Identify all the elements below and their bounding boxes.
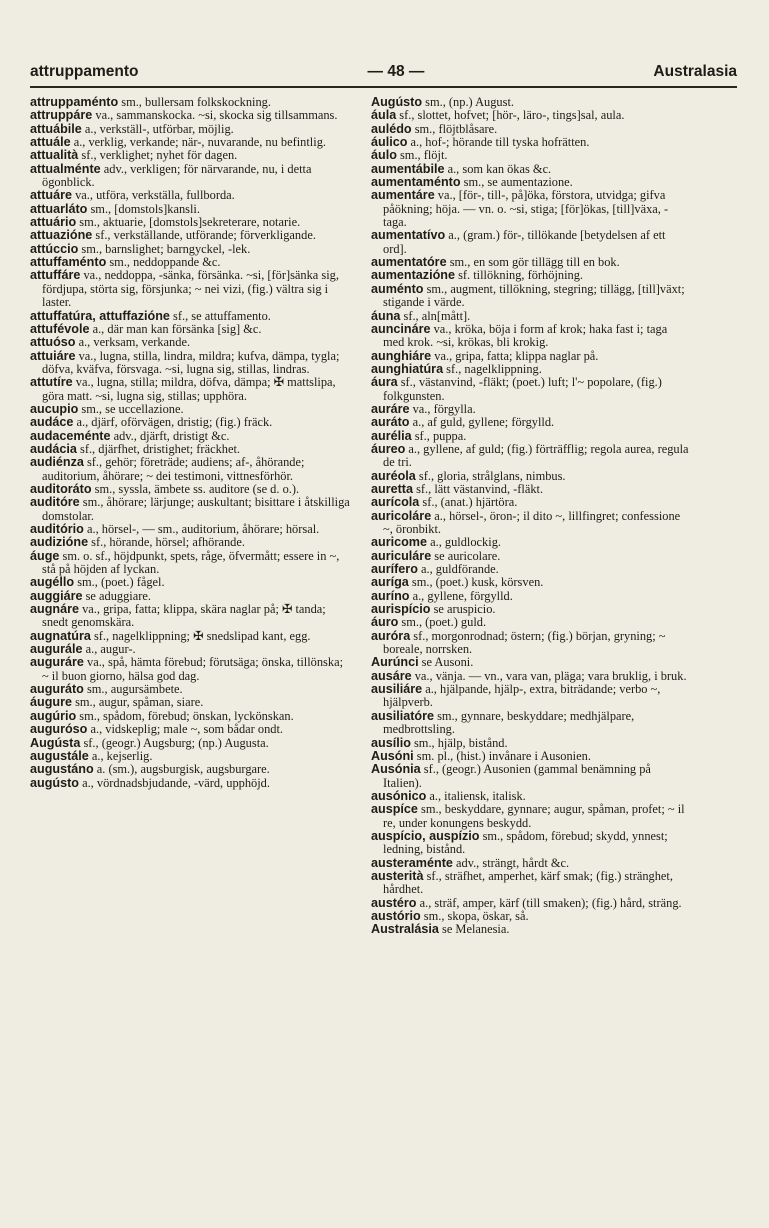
dictionary-entry — [371, 109, 689, 122]
definition: sf., gehör; företräde; audiens; af-, åhörande; auditorium, åhörare; ~ dei testimoni, vittnesförhör. — [42, 455, 305, 483]
definition: a. (sm.), augsburgisk, augsburgare. — [93, 762, 270, 777]
header-left-word: attruppamento — [30, 63, 139, 80]
dictionary-entry — [371, 710, 689, 737]
dictionary-entry — [371, 176, 689, 189]
headword: attruppaménto — [30, 95, 119, 109]
dictionary-entry — [30, 310, 350, 323]
headword: áuge — [30, 548, 60, 563]
definition: a., guldlockig. — [427, 535, 501, 550]
dictionary-entry — [371, 550, 689, 563]
definition: sf., (geogr.) Augsburg; (np.) Augusta. — [80, 735, 269, 750]
dictionary-entry — [371, 616, 689, 629]
headword: auróra — [371, 628, 411, 643]
headword: auráre — [371, 401, 410, 416]
dictionary-entry — [371, 857, 689, 870]
dictionary-entry — [371, 536, 689, 549]
definition: va., vänja. — vn., vara van, pläga; vara bruklig, i bruk. — [411, 668, 687, 683]
definition: sf., slottet, hofvet; [hör-, läro-, tings]sal, aula. — [396, 108, 625, 123]
definition: sf., djärfhet, dristighet; fräckhet. — [76, 441, 240, 456]
definition: sm., flöjt. — [396, 148, 448, 163]
dictionary-entry — [30, 536, 350, 549]
headword: áuna — [371, 308, 401, 323]
dictionary-entry — [30, 603, 350, 630]
definition: a., vidskeplig; male ~, som bådar ondt. — [87, 722, 283, 737]
headword: augustále — [30, 748, 89, 763]
dictionary-entry — [30, 136, 350, 149]
headword: ausiliáre — [371, 682, 423, 697]
definition: sm., [domstols]kansli. — [87, 201, 200, 216]
headword: auricoláre — [371, 508, 432, 523]
headword: áureo — [371, 441, 406, 456]
definition: sm., aktuarie, [domstols]sekreterare, notarie. — [76, 215, 301, 230]
dictionary-entry — [30, 336, 350, 349]
dictionary-entry — [371, 590, 689, 603]
dictionary-entry — [371, 323, 689, 350]
definition: sm., gynnare, beskyddare; medhjälpare, medbrottsling. — [383, 708, 635, 737]
definition: va., förgylla. — [409, 401, 476, 416]
definition: sf., verklighet; nyhet för dagen. — [78, 148, 238, 163]
dictionary-entry — [371, 510, 689, 537]
definition: sm., augursämbete. — [83, 682, 183, 697]
headword: attúccio — [30, 241, 79, 256]
dictionary-entry — [371, 603, 689, 616]
dictionary-entry — [371, 310, 689, 323]
headword: auráto — [371, 415, 410, 430]
dictionary-entry — [30, 683, 350, 696]
dictionary-entry — [371, 256, 689, 269]
definition: se auricolare. — [431, 548, 501, 563]
dictionary-entry — [30, 496, 350, 523]
definition: sm., neddoppande &c. — [106, 255, 221, 270]
headword: augnatúra — [30, 628, 91, 643]
definition: a., hörsel-, öron-; il dito ~, lillfingret; confessione ~, öronbikt. — [383, 508, 681, 536]
dictionary-entry — [371, 350, 689, 363]
definition: sm., flöjtblåsare. — [411, 121, 498, 136]
dictionary-entry — [30, 590, 350, 603]
definition: sf., sträfhet, amperhet, kärf smak; (fig.) stränghet, hårdhet. — [383, 868, 673, 897]
definition: sf., aln[mått]. — [400, 308, 471, 323]
headword: attuffáre — [30, 268, 81, 283]
definition: sf. tillökning, förhöjning. — [454, 268, 584, 283]
definition: sm. o. sf., höjdpunkt, spets, råge, öfvermått; essere in ~, stå på höjden af lyckan. — [42, 548, 340, 577]
dictionary-entry — [30, 96, 350, 109]
definition: va., lugna, stilla; mildra, döfva, dämpa; ✠ mattslipa, göra matt. ~si, lugna sig, stillas; upphöra. — [42, 375, 336, 403]
dictionary-entry — [30, 256, 350, 269]
dictionary-entry — [30, 416, 350, 429]
headword: austerità — [371, 868, 424, 883]
definition: sm., syssla, ämbete ss. auditore (se d. o.). — [91, 481, 300, 496]
definition: a., verkställ-, utförbar, möjlig. — [81, 121, 234, 136]
definition: sm., bullersam folkskockning. — [118, 95, 271, 109]
dictionary-entry — [371, 470, 689, 483]
definition: sm., (poet.) kusk, körsven. — [408, 575, 544, 590]
dictionary-entry — [371, 923, 689, 936]
headword: attuále — [30, 135, 71, 150]
dictionary-entry — [30, 576, 350, 589]
headword: attuóso — [30, 335, 76, 350]
page-number: — 48 — — [367, 63, 425, 80]
headword: ausílio — [371, 735, 411, 750]
dictionary-entry — [371, 496, 689, 509]
dictionary-entry — [30, 763, 350, 776]
headword: auditoráto — [30, 481, 92, 496]
headword: attuário — [30, 215, 77, 230]
dictionary-entry — [30, 149, 350, 162]
definition: a., hjälpande, hjälp-, extra, biträdande; verbo ~, hjälpverb. — [383, 682, 661, 710]
dictionary-entry — [371, 376, 689, 403]
dictionary-entry — [30, 656, 350, 683]
definition: a., som kan ökas &c. — [444, 161, 552, 176]
dictionary-entry — [30, 229, 350, 242]
definition: a., (gram.) för-, tillökande [betydelsen af ett ord]. — [383, 228, 666, 256]
headword: auricome — [371, 535, 427, 550]
headword: aurífero — [371, 562, 418, 577]
dictionary-entry — [371, 803, 689, 830]
dictionary-entry — [30, 403, 350, 416]
dictionary-entry — [30, 630, 350, 643]
dictionary-entry — [30, 376, 350, 403]
definition: a., hörsel-, — sm., auditorium, åhörare; hörsal. — [83, 522, 320, 536]
definition: a., verksam, verkande. — [75, 335, 191, 350]
headword: attualità — [30, 148, 79, 163]
page-header — [30, 60, 737, 84]
headword: Ausóni — [371, 748, 414, 763]
headword: áugure — [30, 695, 72, 710]
dictionary-entry — [30, 216, 350, 229]
dictionary-entry — [371, 483, 689, 496]
headword: augúrio — [30, 708, 77, 723]
dictionary-entry — [371, 670, 689, 683]
dictionary-entry — [371, 790, 689, 803]
headword: ausónico — [371, 788, 427, 803]
headword: auguráto — [30, 682, 84, 697]
definition: a., af guld, gyllene; förgylld. — [409, 415, 555, 430]
definition: se Ausoni. — [418, 655, 474, 670]
headword: Aurúnci — [371, 655, 419, 670]
dictionary-entry — [30, 777, 350, 790]
dictionary-entry — [371, 96, 689, 109]
headword: augnáre — [30, 602, 79, 617]
dictionary-entry — [371, 443, 689, 470]
dictionary-entry — [371, 163, 689, 176]
dictionary-entry — [371, 403, 689, 416]
dictionary-entry — [371, 910, 689, 923]
headword: austeraménte — [371, 855, 453, 870]
headword: ausáre — [371, 668, 412, 683]
definition: va., sammanskocka. ~si, skocka sig tillsammans. — [92, 108, 338, 123]
definition: se aruspicio. — [430, 602, 496, 617]
definition: sm. pl., (hist.) invånare i Ausonien. — [413, 748, 591, 763]
dictionary-entry — [371, 363, 689, 376]
headword: audiénza — [30, 455, 84, 470]
headword: attruppáre — [30, 108, 93, 123]
definition: sm., beskyddare, gynnare; augur, spåman, profet; ~ il re, under konungens beskydd. — [383, 802, 685, 830]
headword: aurélia — [371, 428, 412, 443]
definition: sf., lätt västanvind, -fläkt. — [413, 481, 544, 496]
definition: a., gyllene, förgylld. — [409, 588, 513, 603]
definition: sm., barnslighet; barngyckel, -lek. — [78, 241, 251, 256]
headword: áulico — [371, 135, 408, 150]
dictionary-entry — [371, 870, 689, 897]
headword: auríga — [371, 575, 409, 590]
definition: sm., se uccellazione. — [78, 401, 184, 416]
definition: adv., verkligen; för närvarande, nu, i detta ögonblick. — [42, 161, 312, 190]
definition: sf., puppa. — [411, 428, 467, 443]
dictionary-entry — [371, 630, 689, 657]
headword: aumentábile — [371, 161, 445, 176]
dictionary-entry — [30, 203, 350, 216]
definition: a., guldförande. — [417, 562, 499, 577]
headword: attuffatúra, attuffazióne — [30, 308, 170, 323]
definition: a., sträf, amper, kärf (till smaken); (fig.) hård, sträng. — [416, 895, 682, 910]
headword: auspíce — [371, 802, 418, 817]
headword: attualménte — [30, 161, 101, 176]
headword: attuiáre — [30, 348, 76, 363]
definition: sf., nagelklippning; ✠ snedslipad kant, egg. — [90, 628, 311, 643]
headword: auríno — [371, 588, 410, 603]
headword: aunghiatúra — [371, 361, 444, 376]
definition: sm., se aumentazione. — [460, 175, 573, 190]
headword: Augústa — [30, 735, 81, 750]
dictionary-entry — [371, 149, 689, 162]
dictionary-entry — [371, 656, 689, 669]
definition: sm., (poet.) guld. — [398, 615, 487, 630]
dictionary-entry — [30, 710, 350, 723]
headword: aumentatívo — [371, 228, 446, 243]
headword: auditório — [30, 522, 84, 536]
headword: attuábile — [30, 121, 82, 136]
definition: a., hof-; hörande till tyska hofrätten. — [407, 135, 590, 150]
dictionary-entry — [371, 763, 689, 790]
headword: auménto — [371, 281, 424, 296]
definition: sf., (anat.) hjärtöra. — [419, 495, 518, 510]
headword: Australásia — [371, 922, 439, 937]
dictionary-entry — [371, 123, 689, 136]
definition: sm., augur, spåman, siare. — [72, 695, 204, 710]
definition: sf., västanvind, -fläkt; (poet.) luft; l'~ popolare, (fig.) folkgunsten. — [383, 375, 662, 403]
dictionary-entry — [30, 643, 350, 656]
dictionary-entry — [371, 683, 689, 710]
dictionary-entry — [30, 163, 350, 190]
headword: aumentaménto — [371, 175, 461, 190]
header-right-word: Australasia — [653, 63, 737, 80]
dictionary-entry — [30, 443, 350, 456]
dictionary-entry — [30, 456, 350, 483]
definition: va., utföra, verkställa, fullborda. — [72, 188, 235, 203]
definition: sf., (geogr.) Ausonien (gammal benämning på Italien). — [383, 762, 651, 790]
definition: sm., åhörare; lärjunge; auskultant; bisittare i åtskilliga domstolar. — [42, 495, 350, 523]
dictionary-entry — [30, 269, 350, 309]
dictionary-entry — [371, 737, 689, 750]
definition: sm., (np.) August. — [422, 95, 514, 109]
dictionary-entry — [371, 563, 689, 576]
definition: a., verklig, verkande; när-, nuvarande, nu befintlig. — [70, 135, 326, 150]
dictionary-entry — [371, 897, 689, 910]
dictionary-entry — [30, 109, 350, 122]
dictionary-entry — [30, 750, 350, 763]
definition: va., gripa, fatta; klippa naglar på. — [431, 348, 599, 363]
headword: austéro — [371, 895, 417, 910]
dictionary-entry — [30, 350, 350, 377]
definition: sm., spådom, förebud; skydd, ynnest; ledning, bistånd. — [383, 828, 668, 857]
headword: auditóre — [30, 495, 80, 510]
dictionary-entry — [371, 830, 689, 857]
headword: aucupio — [30, 401, 79, 416]
dictionary-entry — [371, 269, 689, 282]
headword: auretta — [371, 481, 413, 496]
headword: áuro — [371, 615, 399, 630]
dictionary-entry — [30, 189, 350, 202]
definition: a., augur-. — [82, 642, 136, 657]
definition: a., vördnadsbjudande, -värd, upphöjd. — [78, 775, 270, 790]
definition: va., gripa, fatta; klippa, skära naglar på; ✠ tanda; snedt genomskära. — [42, 602, 326, 630]
definition: a., gyllene, af guld; (fig.) förträfflig; regola aurea, regula de tri. — [383, 441, 689, 470]
headword: audaceménte — [30, 428, 111, 443]
headword: austório — [371, 908, 421, 923]
headword: auguráre — [30, 655, 84, 670]
definition: va., neddoppa, -sänka, försänka. ~si, [för]sänka sig, fördjupa, störta sig, försjunka; ~ nei vizi, (fig.) vältra sig i laster. — [42, 268, 339, 310]
definition: adv., djärft, dristigt &c. — [110, 428, 230, 443]
left-column — [30, 96, 350, 790]
dictionary-entry — [30, 430, 350, 443]
dictionary-entry — [30, 723, 350, 736]
dictionary-entry — [30, 696, 350, 709]
definition: a., italiensk, italisk. — [426, 788, 526, 803]
headword: augustáno — [30, 762, 94, 777]
headword: aulédo — [371, 121, 412, 136]
definition: se Melanesia. — [438, 922, 510, 937]
headword: attuffaménto — [30, 255, 107, 270]
dictionary-entry — [371, 576, 689, 589]
headword: attutíre — [30, 375, 73, 390]
dictionary-entry — [30, 523, 350, 536]
definition: sf., hörande, hörsel; afhörande. — [88, 535, 245, 550]
definition: sm., augment, tillökning, stegring; tillägg, [till]växt; stigande i värde. — [383, 281, 685, 310]
dictionary-entry — [30, 737, 350, 750]
headword: ausiliatóre — [371, 708, 434, 723]
dictionary-entry — [371, 136, 689, 149]
definition: sm., hjälp, bistånd. — [410, 735, 508, 750]
right-column — [371, 96, 689, 937]
headword: Ausónia — [371, 762, 421, 777]
definition: sm., skopa, öskar, så. — [420, 908, 529, 923]
headword: attuazióne — [30, 228, 93, 243]
headword: aurispício — [371, 602, 431, 617]
headword: aurícola — [371, 495, 420, 510]
headword: attuarláto — [30, 201, 88, 216]
headword: attufévole — [30, 321, 90, 336]
headword: auncináre — [371, 321, 431, 336]
dictionary-entry — [30, 323, 350, 336]
definition: va., [för-, till-, på]öka, förstora, utvidga; gifva påökning; höja. — vn. o. ~si, stiga; [för]ökas, [till]växa, -taga. — [383, 188, 669, 230]
definition: va., kröka, böja i form af krok; haka fast i; taga med krok. ~si, krökas, bli krokig. — [383, 321, 668, 350]
dictionary-entry — [371, 229, 689, 256]
dictionary-entry — [371, 750, 689, 763]
definition: adv., strängt, hårdt &c. — [452, 855, 570, 870]
definition: a., kejserlig. — [88, 748, 153, 763]
definition: sm., en som gör tillägg till en bok. — [446, 255, 620, 270]
definition: va., lugna, stilla, lindra, mildra; kufva, dämpa, tygla; döfva, kväfva, försvaga. ~si, lugna sig, stillas, lindras. — [42, 348, 340, 376]
definition: sm., (poet.) fågel. — [74, 575, 165, 590]
headword: augústo — [30, 775, 79, 790]
dictionary-entry — [371, 189, 689, 229]
dictionary-entry — [30, 483, 350, 496]
headword: aumentazióne — [371, 268, 455, 283]
definition: va., spå, hämta förebud; förutsäga; önska, tillönska; ~ il buon giorno, hälsa god dag. — [42, 655, 344, 683]
headword: áura — [371, 375, 398, 390]
headword: audáce — [30, 415, 74, 430]
definition: sf., se attuffamento. — [169, 308, 271, 323]
dictionary-entry — [30, 243, 350, 256]
headword: áulo — [371, 148, 397, 163]
definition: se aduggiare. — [82, 588, 151, 603]
headword: Augústo — [371, 95, 423, 109]
definition: sf., nagelklippning. — [443, 361, 542, 376]
headword: aunghiáre — [371, 348, 432, 363]
definition: sm., spådom, förebud; önskan, lyckönskan. — [76, 708, 294, 723]
headword: audácia — [30, 441, 77, 456]
dictionary-entry — [30, 123, 350, 136]
headword: áula — [371, 108, 397, 123]
headword: aumentáre — [371, 188, 435, 203]
dictionary-entry — [371, 283, 689, 310]
headword: auriculáre — [371, 548, 432, 563]
headword: auggiáre — [30, 588, 83, 603]
headword: audizióne — [30, 535, 89, 550]
headword: auguróso — [30, 722, 88, 737]
headword: attuáre — [30, 188, 72, 203]
headword: aumentatóre — [371, 255, 447, 270]
definition: sf., verkställande, utförande; förverkligande. — [92, 228, 316, 243]
definition: a., där man kan försänka [sig] &c. — [89, 321, 262, 336]
dictionary-entry — [371, 430, 689, 443]
dictionary-entry — [30, 550, 350, 577]
dictionary-entry — [371, 416, 689, 429]
definition: a., djärf, oförvägen, dristig; (fig.) fräck. — [73, 415, 273, 430]
definition: sf., morgonrodnad; östern; (fig.) början, gryning; ~ boreale, norrsken. — [383, 628, 666, 657]
definition: sf., gloria, strålglans, nimbus. — [415, 468, 566, 483]
headword: augéllo — [30, 575, 75, 590]
header-rule — [30, 86, 737, 88]
headword: auréola — [371, 468, 416, 483]
headword: augurále — [30, 642, 83, 657]
headword: auspício, auspízio — [371, 828, 480, 843]
